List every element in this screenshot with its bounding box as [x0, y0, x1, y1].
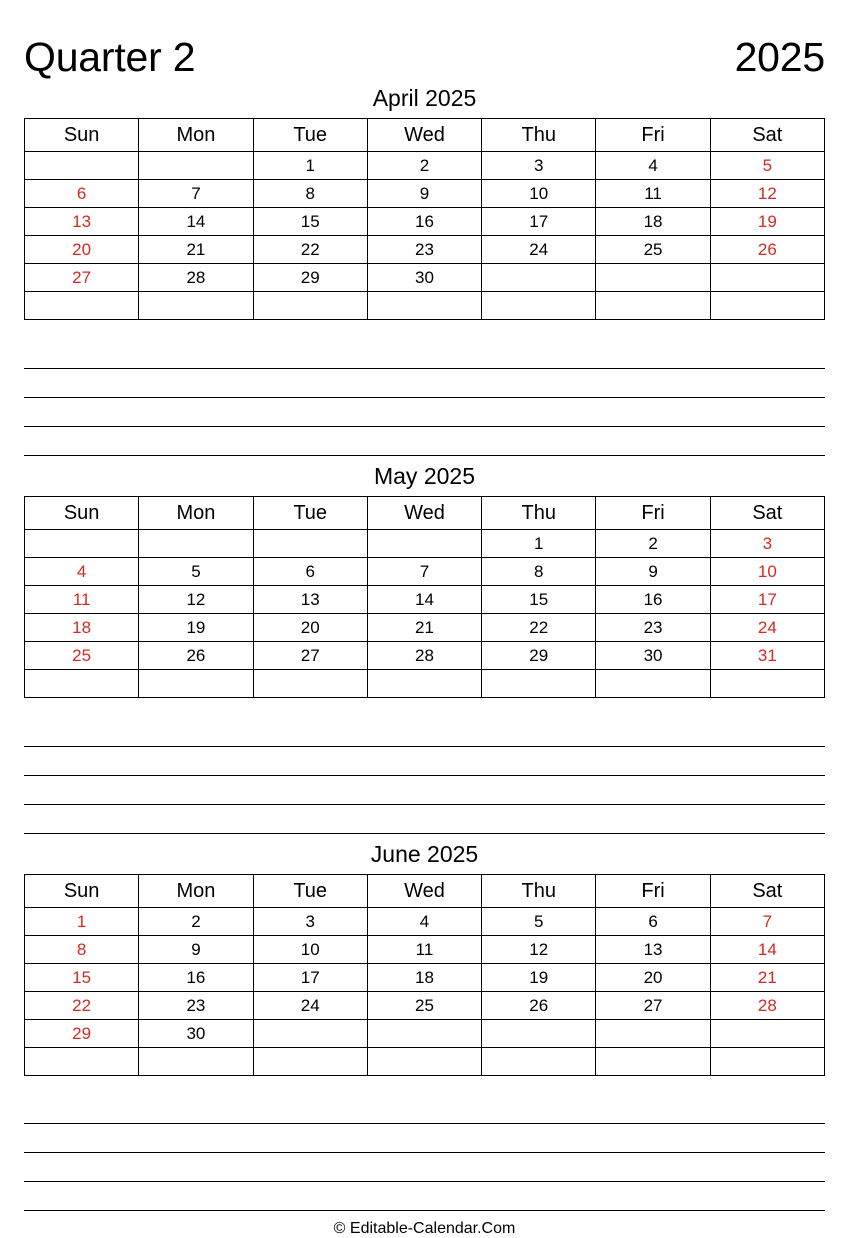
day-cell-empty [253, 670, 367, 698]
day-cell-empty [482, 1048, 596, 1076]
day-cell[interactable]: 18 [367, 964, 481, 992]
weekday-header-sun: Sun [25, 119, 139, 152]
day-cell-empty [253, 292, 367, 320]
notes-area[interactable] [24, 320, 825, 456]
day-cell[interactable]: 27 [253, 642, 367, 670]
day-cell[interactable]: 13 [253, 586, 367, 614]
day-cell[interactable]: 16 [596, 586, 710, 614]
day-cell[interactable]: 18 [25, 614, 139, 642]
day-cell[interactable]: 24 [710, 614, 824, 642]
note-line[interactable] [24, 340, 825, 369]
week-row [25, 558, 825, 586]
day-cell[interactable]: 5 [710, 152, 824, 180]
day-cell[interactable]: 26 [139, 642, 253, 670]
day-cell-empty [710, 1020, 824, 1048]
day-cell[interactable]: 21 [139, 236, 253, 264]
day-cell[interactable]: 3 [253, 908, 367, 936]
day-cell[interactable]: 17 [710, 586, 824, 614]
day-cell[interactable]: 17 [482, 208, 596, 236]
week-row [25, 614, 825, 642]
day-cell[interactable]: 21 [367, 614, 481, 642]
day-cell-empty [596, 292, 710, 320]
day-cell[interactable]: 28 [710, 992, 824, 1020]
weekday-header-row [25, 497, 825, 530]
page-header [24, 0, 825, 78]
week-row [25, 908, 825, 936]
weekday-header-wed: Wed [367, 875, 481, 908]
week-row [25, 586, 825, 614]
day-cell[interactable]: 4 [25, 558, 139, 586]
day-cell-empty [482, 264, 596, 292]
day-cell[interactable]: 1 [25, 908, 139, 936]
day-cell-empty [139, 670, 253, 698]
day-cell[interactable]: 23 [367, 236, 481, 264]
weekday-header-row [25, 119, 825, 152]
day-cell[interactable]: 13 [25, 208, 139, 236]
day-cell[interactable]: 25 [596, 236, 710, 264]
day-cell[interactable]: 31 [710, 642, 824, 670]
day-cell[interactable]: 8 [482, 558, 596, 586]
day-cell[interactable]: 22 [25, 992, 139, 1020]
day-cell-empty [482, 1020, 596, 1048]
weekday-header-wed: Wed [367, 119, 481, 152]
day-cell[interactable]: 3 [482, 152, 596, 180]
day-cell[interactable]: 26 [482, 992, 596, 1020]
day-cell[interactable]: 8 [253, 180, 367, 208]
day-cell[interactable]: 13 [596, 936, 710, 964]
day-cell[interactable]: 9 [367, 180, 481, 208]
day-cell-empty [253, 1048, 367, 1076]
day-cell[interactable]: 22 [253, 236, 367, 264]
day-cell[interactable]: 28 [367, 642, 481, 670]
month-block-june [24, 834, 825, 1076]
day-cell[interactable]: 5 [482, 908, 596, 936]
day-cell[interactable]: 24 [482, 236, 596, 264]
year-title: 2025 [734, 34, 825, 80]
day-cell[interactable]: 16 [367, 208, 481, 236]
note-line[interactable] [24, 427, 825, 456]
weekday-header-tue: Tue [253, 497, 367, 530]
month-block-may [24, 456, 825, 698]
day-cell[interactable]: 14 [367, 586, 481, 614]
day-cell[interactable]: 19 [482, 964, 596, 992]
weekday-header-row [25, 875, 825, 908]
note-line[interactable] [24, 1095, 825, 1124]
day-cell[interactable]: 15 [25, 964, 139, 992]
note-line[interactable] [24, 747, 825, 776]
week-row [25, 1048, 825, 1076]
day-cell[interactable]: 19 [710, 208, 824, 236]
day-cell-empty [25, 292, 139, 320]
day-cell[interactable]: 7 [367, 558, 481, 586]
day-cell[interactable]: 10 [253, 936, 367, 964]
month-title: April 2025 [372, 85, 477, 111]
week-row [25, 1020, 825, 1048]
day-cell-empty [596, 264, 710, 292]
month-block-april [24, 78, 825, 320]
day-cell-empty [482, 292, 596, 320]
day-cell[interactable]: 28 [139, 264, 253, 292]
day-cell[interactable]: 11 [367, 936, 481, 964]
page-footer [24, 1211, 825, 1238]
day-cell[interactable]: 6 [25, 180, 139, 208]
week-row [25, 292, 825, 320]
day-cell-empty [710, 264, 824, 292]
day-cell-empty [25, 1048, 139, 1076]
day-cell[interactable]: 11 [596, 180, 710, 208]
day-cell[interactable]: 16 [139, 964, 253, 992]
weekday-header-tue: Tue [253, 119, 367, 152]
week-row [25, 208, 825, 236]
day-cell[interactable]: 2 [596, 530, 710, 558]
copyright-text: © Editable-Calendar.Com [333, 1220, 516, 1237]
weekday-header-mon: Mon [139, 119, 253, 152]
day-cell[interactable]: 14 [139, 208, 253, 236]
week-row [25, 530, 825, 558]
day-cell[interactable]: 29 [253, 264, 367, 292]
day-cell[interactable]: 9 [596, 558, 710, 586]
day-cell-empty [710, 670, 824, 698]
day-cell[interactable]: 8 [25, 936, 139, 964]
day-cell[interactable]: 23 [139, 992, 253, 1020]
day-cell-empty [367, 530, 481, 558]
month-title: May 2025 [373, 463, 475, 489]
day-cell[interactable]: 12 [482, 936, 596, 964]
day-cell[interactable]: 1 [482, 530, 596, 558]
week-row [25, 236, 825, 264]
day-cell[interactable]: 12 [710, 180, 824, 208]
day-cell[interactable]: 29 [482, 642, 596, 670]
day-cell-empty [596, 1020, 710, 1048]
day-cell[interactable]: 7 [139, 180, 253, 208]
weekday-header-mon: Mon [139, 875, 253, 908]
day-cell[interactable]: 2 [367, 152, 481, 180]
notes-area[interactable] [24, 1076, 825, 1211]
day-cell[interactable]: 15 [253, 208, 367, 236]
day-cell[interactable]: 2 [139, 908, 253, 936]
note-line[interactable] [24, 1124, 825, 1153]
day-cell[interactable]: 24 [253, 992, 367, 1020]
day-cell[interactable]: 30 [367, 264, 481, 292]
day-cell[interactable]: 29 [25, 1020, 139, 1048]
day-cell-empty [596, 670, 710, 698]
day-cell[interactable]: 19 [139, 614, 253, 642]
day-cell[interactable]: 6 [596, 908, 710, 936]
day-cell-empty [367, 1020, 481, 1048]
note-line[interactable] [24, 398, 825, 427]
calendar-table-may [24, 496, 825, 698]
day-cell-empty [710, 1048, 824, 1076]
day-cell[interactable]: 25 [367, 992, 481, 1020]
day-cell[interactable]: 1 [253, 152, 367, 180]
day-cell-empty [25, 152, 139, 180]
day-cell[interactable]: 27 [25, 264, 139, 292]
day-cell-empty [25, 670, 139, 698]
day-cell[interactable]: 3 [710, 530, 824, 558]
day-cell[interactable]: 22 [482, 614, 596, 642]
week-row [25, 670, 825, 698]
weekday-header-thu: Thu [482, 497, 596, 530]
day-cell[interactable]: 12 [139, 586, 253, 614]
day-cell[interactable]: 10 [482, 180, 596, 208]
day-cell[interactable]: 30 [596, 642, 710, 670]
note-line[interactable] [24, 805, 825, 834]
weekday-header-sat: Sat [710, 119, 824, 152]
day-cell[interactable]: 21 [710, 964, 824, 992]
weekday-header-tue: Tue [253, 875, 367, 908]
calendar-table-june [24, 874, 825, 1076]
day-cell-empty [253, 530, 367, 558]
day-cell[interactable]: 20 [253, 614, 367, 642]
day-cell[interactable]: 23 [596, 614, 710, 642]
note-line[interactable] [24, 369, 825, 398]
weekday-header-fri: Fri [596, 119, 710, 152]
weekday-header-thu: Thu [482, 119, 596, 152]
day-cell-empty [367, 1048, 481, 1076]
month-title: June 2025 [370, 841, 479, 867]
quarter-title: Quarter 2 [24, 34, 196, 80]
day-cell[interactable]: 5 [139, 558, 253, 586]
day-cell[interactable]: 4 [596, 152, 710, 180]
day-cell[interactable]: 15 [482, 586, 596, 614]
months-container [24, 78, 825, 1211]
day-cell-empty [710, 292, 824, 320]
day-cell[interactable]: 7 [710, 908, 824, 936]
week-row [25, 964, 825, 992]
weekday-header-sat: Sat [710, 497, 824, 530]
notes-area[interactable] [24, 698, 825, 834]
day-cell-empty [482, 670, 596, 698]
weekday-header-mon: Mon [139, 497, 253, 530]
day-cell-empty [139, 530, 253, 558]
day-cell[interactable]: 4 [367, 908, 481, 936]
week-row [25, 992, 825, 1020]
day-cell-empty [596, 1048, 710, 1076]
day-cell-empty [139, 152, 253, 180]
week-row [25, 936, 825, 964]
day-cell-empty [139, 1048, 253, 1076]
day-cell[interactable]: 20 [596, 964, 710, 992]
note-line[interactable] [24, 776, 825, 805]
calendar-table-april [24, 118, 825, 320]
week-row [25, 180, 825, 208]
day-cell-empty [253, 1020, 367, 1048]
day-cell[interactable]: 20 [25, 236, 139, 264]
weekday-header-thu: Thu [482, 875, 596, 908]
note-line[interactable] [24, 1153, 825, 1182]
day-cell[interactable]: 30 [139, 1020, 253, 1048]
day-cell-empty [367, 292, 481, 320]
day-cell[interactable]: 9 [139, 936, 253, 964]
day-cell-empty [139, 292, 253, 320]
day-cell[interactable]: 25 [25, 642, 139, 670]
day-cell[interactable]: 6 [253, 558, 367, 586]
day-cell[interactable]: 17 [253, 964, 367, 992]
day-cell[interactable]: 11 [25, 586, 139, 614]
week-row [25, 264, 825, 292]
day-cell[interactable]: 26 [710, 236, 824, 264]
weekday-header-sun: Sun [25, 875, 139, 908]
note-line[interactable] [24, 1182, 825, 1211]
day-cell[interactable]: 10 [710, 558, 824, 586]
note-line[interactable] [24, 718, 825, 747]
day-cell[interactable]: 18 [596, 208, 710, 236]
week-row [25, 642, 825, 670]
day-cell[interactable]: 14 [710, 936, 824, 964]
weekday-header-fri: Fri [596, 497, 710, 530]
day-cell[interactable]: 27 [596, 992, 710, 1020]
day-cell-empty [367, 670, 481, 698]
weekday-header-wed: Wed [367, 497, 481, 530]
weekday-header-fri: Fri [596, 875, 710, 908]
weekday-header-sun: Sun [25, 497, 139, 530]
day-cell-empty [25, 530, 139, 558]
week-row [25, 152, 825, 180]
weekday-header-sat: Sat [710, 875, 824, 908]
